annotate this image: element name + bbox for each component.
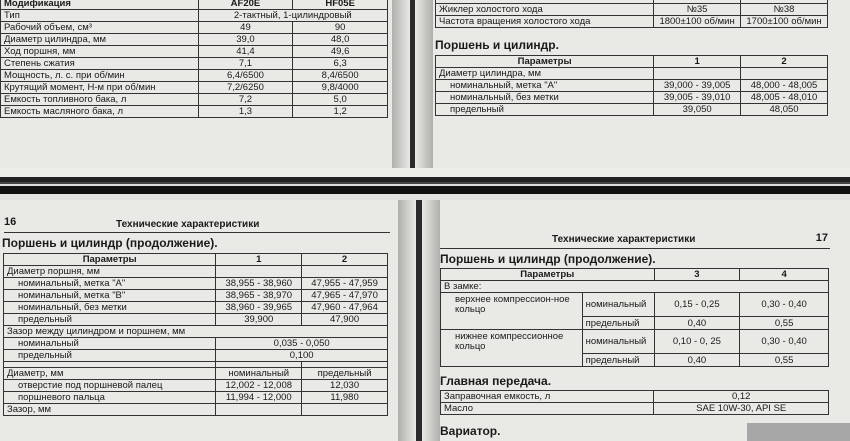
col-header-3: 3 xyxy=(654,269,740,281)
table-row xyxy=(4,338,388,350)
col-header-2: 2 xyxy=(741,56,828,68)
row-label: Рабочий объем, см³ xyxy=(1,22,199,34)
value-col-1: 39,050 xyxy=(654,104,741,116)
value-col-2: 47,965 - 47,970 xyxy=(302,290,388,302)
row-label: Частота вращения холостого хода xyxy=(436,16,654,28)
value-hf05e: 49,6 xyxy=(293,46,388,58)
col-header-params: Параметры xyxy=(441,269,655,281)
row-value: SAE 10W-30, API SE xyxy=(654,403,829,415)
header-rule xyxy=(440,248,830,249)
table-row xyxy=(4,326,388,338)
value-hf05e: 1,2 xyxy=(293,106,388,118)
value-hf05e: 6,3 xyxy=(293,58,388,70)
table-row xyxy=(4,278,388,290)
table-row xyxy=(1,22,388,34)
row-label: номинальный, метка "В" xyxy=(4,290,216,302)
value-hf05e: 5,0 xyxy=(293,94,388,106)
col-header-limit: предельный xyxy=(302,368,388,380)
section-title: Поршень и цилиндр. xyxy=(435,38,559,52)
value-col-1: 38,955 - 38,960 xyxy=(216,278,302,290)
page-top-left xyxy=(0,0,410,168)
page-gutter-shadow xyxy=(392,0,410,168)
page-number: 17 xyxy=(815,232,828,244)
value-limit: 12,030 xyxy=(302,380,388,392)
row-label: предельный xyxy=(4,350,216,362)
running-header: Технические характеристики xyxy=(116,219,260,230)
page-top-right xyxy=(415,0,850,168)
value-merged: 0,100 xyxy=(216,350,388,362)
limit-label: предельный xyxy=(582,354,654,367)
table-row xyxy=(4,404,388,416)
row-label: Масло xyxy=(441,403,654,415)
table-row xyxy=(441,281,829,293)
value-hf05e: 8,4/6500 xyxy=(293,70,388,82)
row-label: Мощность, л. с. при об/мин xyxy=(1,70,199,82)
table-row xyxy=(441,391,829,403)
table-row xyxy=(4,392,388,404)
col-header-1: 1 xyxy=(654,56,741,68)
table-row xyxy=(1,70,388,82)
engine-spec-table xyxy=(0,0,388,118)
value-af20e: 7,2 xyxy=(198,94,293,106)
table-row xyxy=(436,4,828,16)
row-label: Диаметр, мм xyxy=(4,368,216,380)
section-title: Поршень и цилиндр (продолжение). xyxy=(440,252,656,266)
value-col-2: 48,050 xyxy=(741,104,828,116)
value-col-2: 47,900 xyxy=(302,314,388,326)
table-row xyxy=(4,368,388,380)
value-limit: 11,980 xyxy=(302,392,388,404)
row-label: Диаметр цилиндра, мм xyxy=(1,34,199,46)
row-label: Тип xyxy=(1,10,199,22)
nominal-label: номинальный xyxy=(582,330,654,354)
col-header-params: Параметры xyxy=(436,56,654,68)
table-row xyxy=(1,94,388,106)
page-bottom-right xyxy=(422,200,850,441)
page-number: 16 xyxy=(4,216,17,228)
table-row xyxy=(441,293,829,317)
col-header-nominal: номинальный xyxy=(216,368,302,380)
value-col-4: 0,55 xyxy=(740,317,829,330)
value-col-4: 0,55 xyxy=(740,354,829,367)
value-col-2: 1700±100 об/мин xyxy=(741,16,828,28)
table-row xyxy=(1,34,388,46)
row-label: Крутящий момент, Н-м при об/мин xyxy=(1,82,199,94)
row-label: Заправочная емкость, л xyxy=(441,391,654,403)
col-header-1: 1 xyxy=(216,254,302,266)
row-label: предельный xyxy=(436,104,654,116)
book-spine-divider xyxy=(0,168,850,200)
value-col-3: 0,15 - 0,25 xyxy=(654,293,740,317)
value-col-1: №35 xyxy=(654,4,741,16)
value-col-2: 48,000 - 48,005 xyxy=(741,80,828,92)
final-drive-title: Главная передача. xyxy=(440,374,552,388)
table-row xyxy=(1,46,388,58)
grey-overlay-block xyxy=(747,423,850,441)
row-label: номинальный, без метки xyxy=(4,302,216,314)
col-header-af20e: AF20E xyxy=(198,0,293,10)
cylinder-table xyxy=(435,55,828,116)
table-row xyxy=(436,92,828,104)
row-label: номинальный, метка "А" xyxy=(4,278,216,290)
value-merged: 0,035 - 0,050 xyxy=(216,338,388,350)
table-row xyxy=(1,82,388,94)
value-af20e: 41,4 xyxy=(198,46,293,58)
value-col-2: №38 xyxy=(741,4,828,16)
value-col-3: 0,40 xyxy=(654,354,740,367)
value-col-1: 38,965 - 38,970 xyxy=(216,290,302,302)
value-col-3: 0,40 xyxy=(654,317,740,330)
row-label: Зазор, мм xyxy=(4,404,216,416)
value-col-1: 1800±100 об/мин xyxy=(654,16,741,28)
value-hf05e: 48,0 xyxy=(293,34,388,46)
row-label: Емкость масляного бака, л xyxy=(1,106,199,118)
ring-name: нижнее компрессионное кольцо xyxy=(441,330,583,367)
lock-label: В замке: xyxy=(441,281,829,293)
running-header: Технические характеристики xyxy=(552,234,696,245)
value-nominal: 12,002 - 12,008 xyxy=(216,380,302,392)
table-row xyxy=(1,10,388,22)
value-af20e: 49 xyxy=(198,22,293,34)
final-drive-table xyxy=(440,390,829,415)
table-row xyxy=(1,106,388,118)
row-label: поршневого пальца xyxy=(4,392,216,404)
row-label: Жиклер холостого хода xyxy=(436,4,654,16)
col-header-params: Параметры xyxy=(4,254,216,266)
row-label: предельный xyxy=(4,314,216,326)
table-row xyxy=(436,68,828,80)
page-gutter-shadow xyxy=(398,200,416,441)
col-header-2: 2 xyxy=(302,254,388,266)
value-col-2: 48,005 - 48,010 xyxy=(741,92,828,104)
table-row xyxy=(1,58,388,70)
ring-name: верхнее компрессион-ное кольцо xyxy=(441,293,583,330)
rings-table xyxy=(440,268,829,367)
page-gutter-shadow xyxy=(422,200,440,441)
limit-label: предельный xyxy=(582,317,654,330)
header-rule xyxy=(4,232,390,233)
table-row xyxy=(4,290,388,302)
table-row xyxy=(4,314,388,326)
row-label: Диаметр поршня, мм xyxy=(4,266,216,278)
row-label: отверстие под поршневой палец xyxy=(4,380,216,392)
value-af20e: 6,4/6500 xyxy=(198,70,293,82)
row-label: Диаметр цилиндра, мм xyxy=(436,68,654,80)
gap-title: Зазор между цилиндром и поршнем, мм xyxy=(4,326,388,338)
value-col-2: 47,955 - 47,959 xyxy=(302,278,388,290)
value-nominal: 11,994 - 12,000 xyxy=(216,392,302,404)
row-value-merged: 2-тактный, 1-цилиндровый xyxy=(198,10,387,22)
section-title: Поршень и цилиндр (продолжение). xyxy=(2,236,218,250)
nominal-label: номинальный xyxy=(582,293,654,317)
value-col-4: 0,30 - 0,40 xyxy=(740,330,829,354)
table-row xyxy=(436,104,828,116)
table-row xyxy=(4,302,388,314)
value-af20e: 1,3 xyxy=(198,106,293,118)
table-row xyxy=(441,330,829,354)
row-value: 0,12 xyxy=(654,391,829,403)
value-col-1: 39,000 - 39,005 xyxy=(654,80,741,92)
piston-table xyxy=(3,253,388,416)
col-header-4: 4 xyxy=(740,269,829,281)
table-row xyxy=(436,80,828,92)
value-af20e: 7,2/6250 xyxy=(198,82,293,94)
value-col-1: 39,005 - 39,010 xyxy=(654,92,741,104)
row-label: Ход поршня, мм xyxy=(1,46,199,58)
col-header-hf05e: HF05E xyxy=(293,0,388,10)
row-label: номинальный, метка "А" xyxy=(436,80,654,92)
row-label: номинальный xyxy=(4,338,216,350)
table-row xyxy=(4,350,388,362)
table-row xyxy=(441,403,829,415)
carburetor-table xyxy=(435,0,828,28)
value-hf05e: 90 xyxy=(293,22,388,34)
page-bottom-left xyxy=(0,200,416,441)
table-row xyxy=(436,16,828,28)
value-col-2: 47,960 - 47,964 xyxy=(302,302,388,314)
value-af20e: 7,1 xyxy=(198,58,293,70)
table-row xyxy=(4,266,388,278)
value-col-3: 0,10 - 0, 25 xyxy=(654,330,740,354)
value-af20e: 39,0 xyxy=(198,34,293,46)
row-label: номинальный, без метки xyxy=(436,92,654,104)
variator-title: Вариатор. xyxy=(440,424,501,438)
value-col-1: 38,960 - 39,965 xyxy=(216,302,302,314)
value-col-1: 39,900 xyxy=(216,314,302,326)
value-hf05e: 9,8/4000 xyxy=(293,82,388,94)
page-gutter-shadow xyxy=(415,0,433,168)
table-row xyxy=(4,380,388,392)
value-col-4: 0,30 - 0,40 xyxy=(740,293,829,317)
row-label: Степень сжатия xyxy=(1,58,199,70)
row-label: Емкость топливного бака, л xyxy=(1,94,199,106)
col-header-modification: Модификация xyxy=(1,0,199,10)
